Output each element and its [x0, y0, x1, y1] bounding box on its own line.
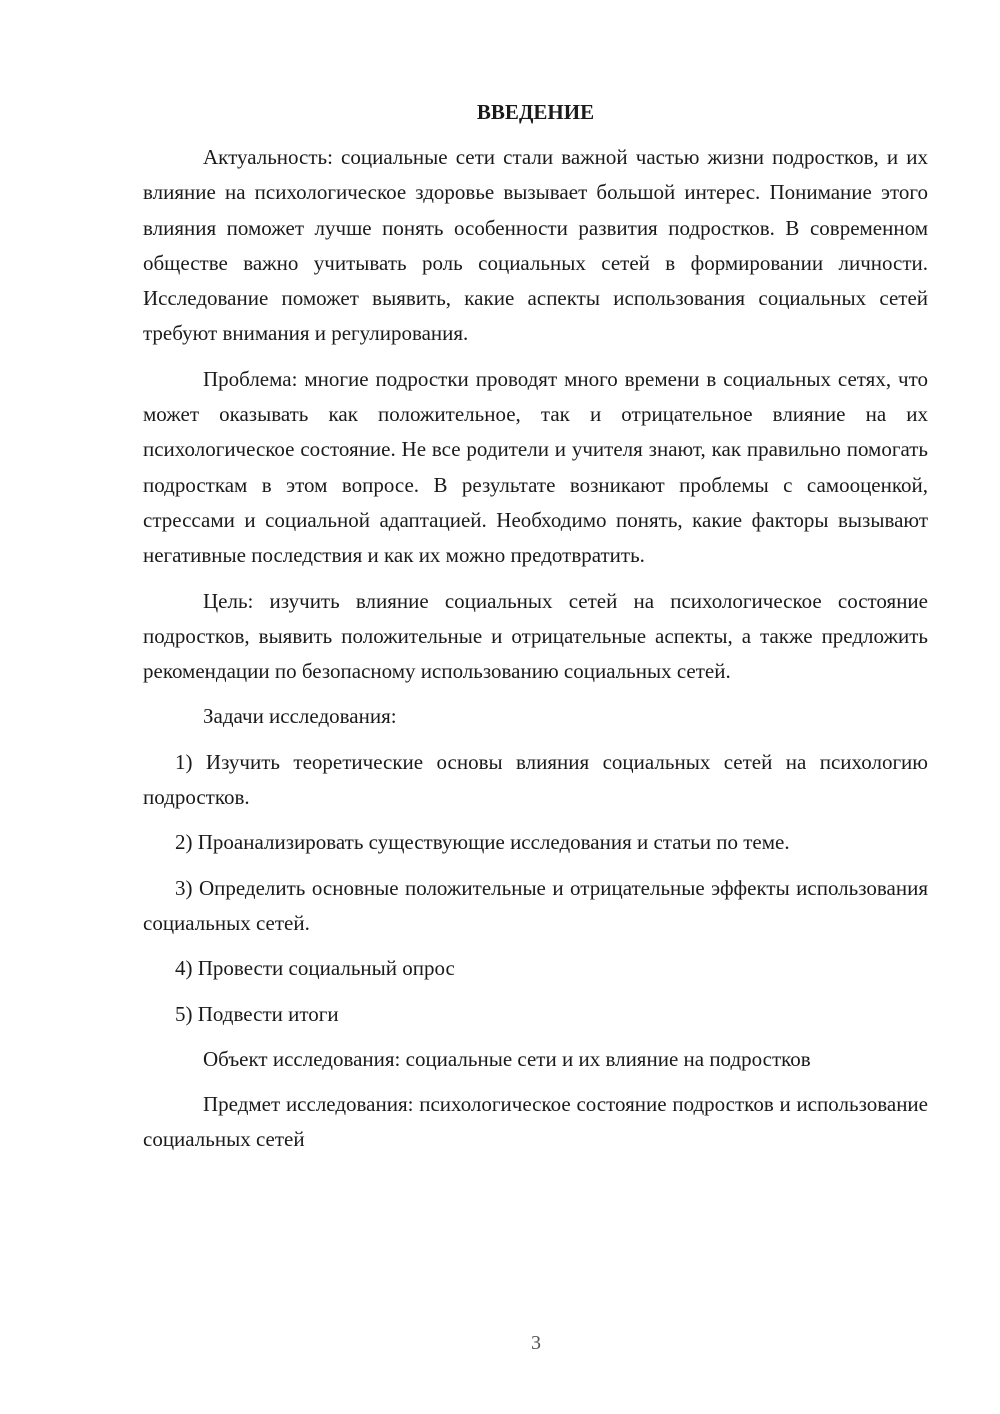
task-item-1: 1) Изучить теоретические основы влияния социальных сетей на психологию подростков.: [143, 749, 928, 810]
tasks-heading: Задачи исследования:: [203, 704, 397, 729]
goal-paragraph: Цель: изучить влияние социальных сетей на психологическое состояние подростков, выявить положительные и отрицательные аспекты, а также предложить рекомендации по безопасному использованию социальных сетей.: [143, 588, 928, 684]
task-item-3: 3) Определить основные положительные и отрицательные эффекты использования социальных сетей.: [143, 875, 928, 935]
task-item-2: 2) Проанализировать существующие исследования и статьи по теме.: [175, 830, 790, 855]
object-paragraph: Объект исследования: социальные сети и их влияние на подростков: [203, 1046, 811, 1071]
relevance-paragraph: Актуальность: социальные сети стали важной частью жизни подростков, и их влияние на психологическое здоровье вызывает большой интерес. Понимание этого влияния поможет лучше понять особенности развития подростков. В современном обществе важно учитывать роль социальных сетей в формировании личности. Исследование поможет выявить, какие аспекты использования социальных сетей требуют внимания и регулирования.: [143, 145, 928, 346]
page-number: 3: [531, 1332, 541, 1354]
page-content: [143, 95, 928, 1158]
task-item-5: 5) Подвести итоги: [175, 1001, 339, 1026]
task-item-4: 4) Провести социальный опрос: [175, 956, 455, 981]
page-title: ВВЕДЕНИЕ: [476, 100, 595, 124]
problem-paragraph: Проблема: многие подростки проводят много времени в социальных сетях, что может оказывать как положительное, так и отрицательное влияние на их психологическое состояние. Не все родители и учителя знают, как правильно помогать подросткам в этом вопросе. В результате возникают проблемы с самооценкой, стрессами и социальной адаптацией. Необходимо понять, какие факторы вызывают негативные последствия и как их можно предотвратить.: [143, 366, 928, 568]
subject-paragraph: Предмет исследования: психологическое состояние подростков и использование социальных сетей: [143, 1092, 928, 1152]
